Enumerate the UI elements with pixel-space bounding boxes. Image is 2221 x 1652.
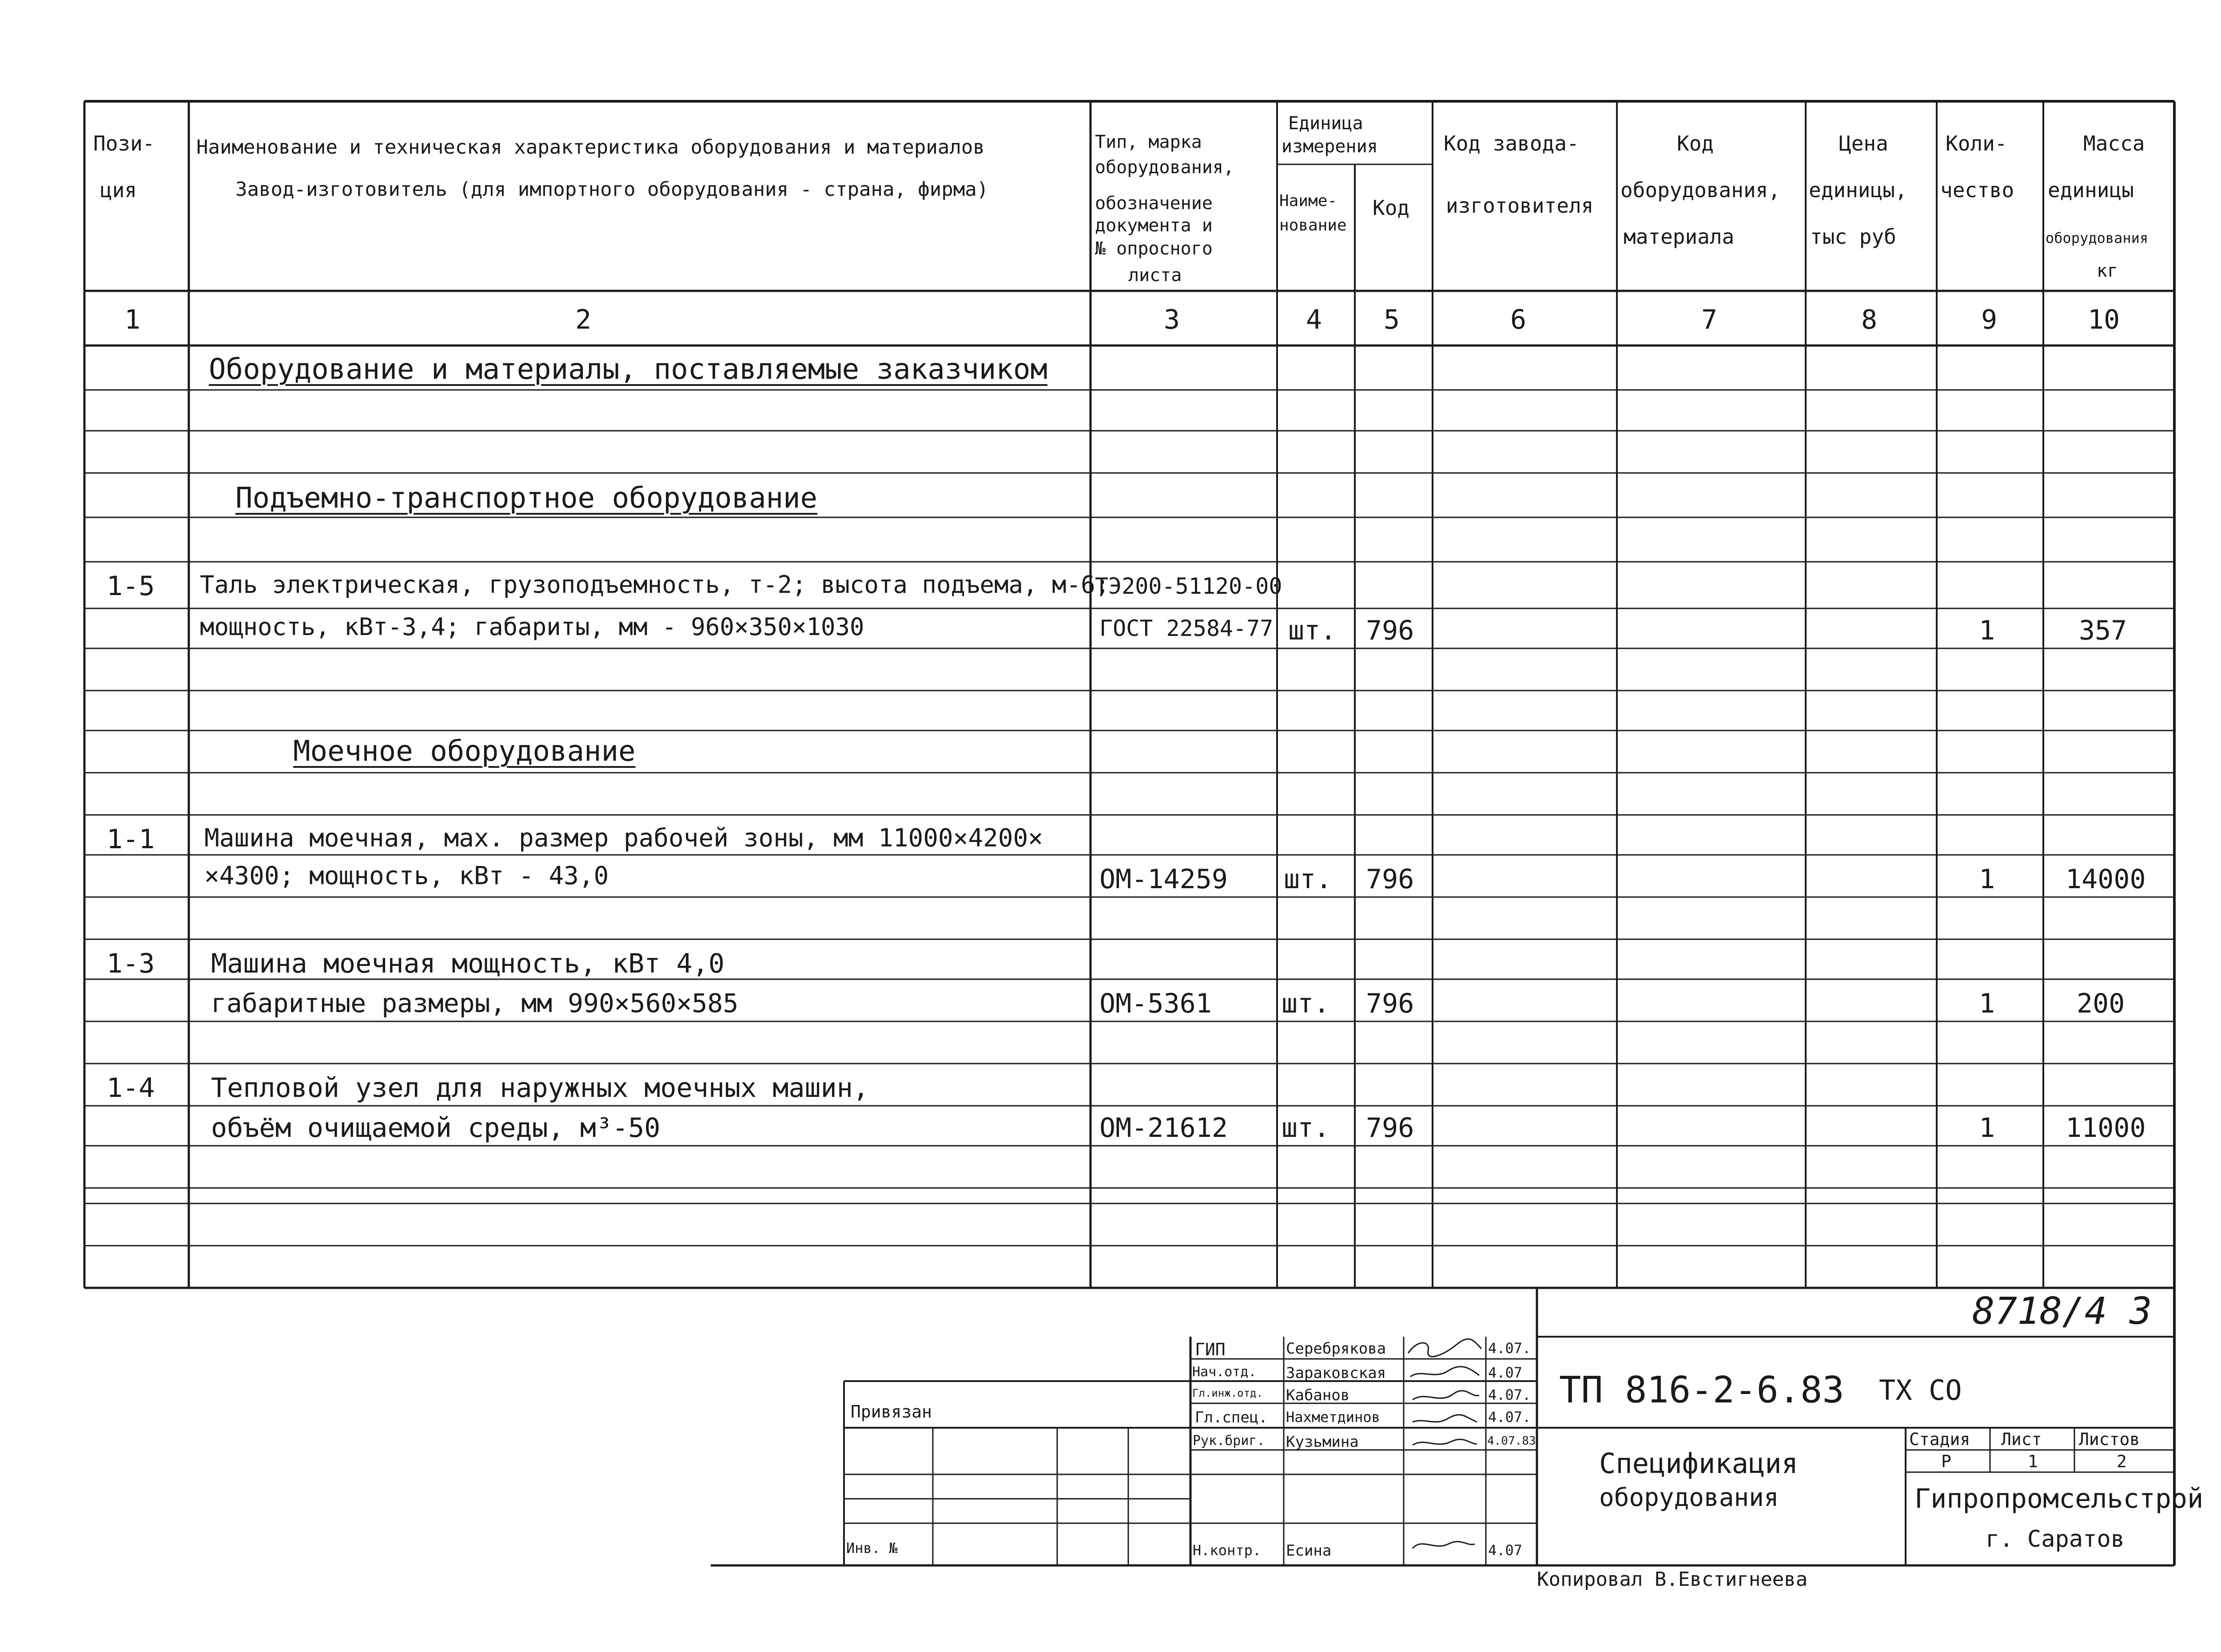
row-1-5-quantity: 1 xyxy=(1979,615,1995,646)
row-1-5-code: 796 xyxy=(1366,615,1414,646)
organization-city: г. Саратов xyxy=(1986,1526,2125,1553)
signatures xyxy=(1404,1338,1486,1471)
row-1-1-mass: 14000 xyxy=(2066,864,2146,895)
sheets-value: 2 xyxy=(2117,1452,2127,1471)
staff-role-2: Нач.отд. xyxy=(1192,1364,1257,1380)
bound-label: Привязан xyxy=(851,1402,932,1422)
header-unit-group-line1: Единица xyxy=(1288,113,1363,134)
header-col10-line1: Масса xyxy=(2083,131,2145,155)
row-1-5-unit: шт. xyxy=(1288,615,1337,646)
staff-role-4: Гл.спец. xyxy=(1195,1409,1268,1426)
header-col3-line2: оборудования, xyxy=(1095,157,1234,178)
sheet-number: 8718/4 3 xyxy=(1972,1289,2152,1333)
row-1-1-quantity: 1 xyxy=(1979,864,1995,895)
row-1-1-name-line1: Машина моечная, мах. размер рабочей зоны, мм 11000×4200× xyxy=(204,824,1043,853)
staff-name-5: Кузьмина xyxy=(1286,1433,1359,1451)
header-col4-line1: Наиме- xyxy=(1279,192,1337,210)
header-col1-line2: ция xyxy=(100,178,137,202)
organization-name: Гипропромсельстрой xyxy=(1915,1483,2204,1514)
header-col3-line1: Тип, марка xyxy=(1095,132,1202,152)
header-col3-line5: № опросного xyxy=(1095,238,1213,259)
row-1-5-name-line2: мощность, кВт-3,4; габариты, мм - 960×350×1030 xyxy=(200,613,864,641)
stage-label: Стадия xyxy=(1909,1430,1970,1449)
staff-name-6: Есина xyxy=(1286,1542,1332,1560)
copied-note: Копировал В.Евстигнеева xyxy=(1537,1568,1808,1591)
section-customer-heading: Оборудование и материалы, поставляемые заказчиком xyxy=(209,353,1048,386)
row-1-1-name-line2: ×4300; мощность, кВт - 43,0 xyxy=(204,862,609,890)
row-1-3-quantity: 1 xyxy=(1979,988,1995,1019)
sheets-label: Листов xyxy=(2079,1430,2140,1449)
row-1-3-name-line1: Машина моечная мощность, кВт 4,0 xyxy=(211,948,724,979)
sheet-value: 1 xyxy=(2028,1452,2038,1471)
header-col3-line4: документа и xyxy=(1095,215,1213,236)
row-1-5-type-line1: ТЭ200-51120-00 xyxy=(1095,573,1282,599)
row-1-5-name-line1: Таль электрическая, грузоподъемность, т-2; высота подъема, м-6; xyxy=(200,571,1110,599)
staff-name-4: Нахметдинов xyxy=(1286,1409,1380,1426)
header-col7-line2: оборудования, xyxy=(1620,178,1781,202)
staff-role-5: Рук.бриг. xyxy=(1193,1433,1265,1449)
header-col3-line3: обозначение xyxy=(1095,193,1213,214)
row-1-4-type: ОМ-21612 xyxy=(1099,1112,1228,1144)
stage-value: Р xyxy=(1941,1452,1951,1471)
header-col6-line1: Код завода- xyxy=(1444,131,1579,155)
colnum-6: 6 xyxy=(1510,304,1527,335)
header-col9-line2: чество xyxy=(1940,178,2014,202)
row-1-4-name-line1: Тепловой узел для наружных моечных машин, xyxy=(211,1072,869,1104)
staff-date-6: 4.07 xyxy=(1488,1542,1523,1559)
colnum-4: 4 xyxy=(1306,304,1322,335)
document-title-line2: оборудования xyxy=(1599,1483,1779,1512)
colnum-2: 2 xyxy=(575,304,592,335)
staff-date-2: 4.07 xyxy=(1488,1364,1523,1381)
signature-norm-control xyxy=(1404,1524,1486,1564)
colnum-7: 7 xyxy=(1701,304,1718,335)
staff-name-1: Серебрякова xyxy=(1286,1340,1386,1358)
section-lifting-heading: Подъемно-транспортное оборудование xyxy=(235,482,818,515)
header-col10-line4: кг xyxy=(2097,261,2118,281)
row-1-5-mass: 357 xyxy=(2079,615,2127,646)
row-1-4-unit: шт. xyxy=(1282,1112,1330,1144)
header-col8-line1: Цена xyxy=(1839,131,1888,155)
header-col8-line3: тыс руб xyxy=(1810,225,1896,249)
header-col10-line3: оборудования xyxy=(2046,230,2149,246)
row-1-5-position: 1-5 xyxy=(107,571,155,602)
row-1-3-type: ОМ-5361 xyxy=(1099,988,1212,1019)
row-1-1-unit: шт. xyxy=(1284,864,1332,895)
document-suffix: ТХ СО xyxy=(1879,1374,1962,1406)
staff-name-3: Кабанов xyxy=(1286,1386,1350,1404)
row-1-1-code: 796 xyxy=(1366,864,1414,895)
staff-role-6: Н.контр. xyxy=(1193,1542,1262,1559)
header-col3-line6: листа xyxy=(1128,265,1182,286)
row-1-3-unit: шт. xyxy=(1282,988,1330,1019)
header-col8-line2: единицы, xyxy=(1809,178,1907,202)
colnum-8: 8 xyxy=(1861,304,1878,335)
header-col7-line3: материала xyxy=(1624,225,1735,249)
header-col9-line1: Коли- xyxy=(1946,131,2007,155)
row-1-1-type: ОМ-14259 xyxy=(1099,864,1228,895)
staff-name-2: Зараковская xyxy=(1286,1364,1386,1382)
header-col6-line2: изготовителя xyxy=(1446,194,1594,218)
header-col2-line1: Наименование и техническая характеристика оборудования и материалов xyxy=(196,136,985,159)
staff-date-1: 4.07. xyxy=(1488,1340,1531,1357)
row-1-3-name-line2: габаритные размеры, мм 990×560×585 xyxy=(211,988,739,1018)
row-1-3-code: 796 xyxy=(1366,988,1414,1019)
row-1-4-code: 796 xyxy=(1366,1112,1414,1144)
section-washing-heading: Моечное оборудование xyxy=(293,735,636,768)
header-col4-line2: нование xyxy=(1279,216,1347,234)
colnum-1: 1 xyxy=(124,304,141,335)
header-col1-line1: Пози- xyxy=(93,131,155,155)
document-title-line1: Спецификация xyxy=(1599,1447,1798,1480)
inventory-label: Инв. № xyxy=(846,1540,898,1557)
staff-role-3: Гл.инж.отд. xyxy=(1192,1387,1263,1399)
staff-role-1: ГИП xyxy=(1195,1340,1226,1359)
row-1-5-type-line2: ГОСТ 22584-77 xyxy=(1099,616,1274,641)
colnum-9: 9 xyxy=(1981,304,1998,335)
header-col5: Код xyxy=(1373,196,1410,220)
row-1-4-quantity: 1 xyxy=(1979,1112,1995,1144)
header-col10-line2: единицы xyxy=(2048,178,2134,202)
staff-date-5: 4.07.83 xyxy=(1487,1434,1536,1448)
row-1-1-position: 1-1 xyxy=(107,824,155,855)
row-1-4-mass: 11000 xyxy=(2066,1112,2146,1144)
row-1-4-position: 1-4 xyxy=(107,1072,155,1104)
staff-date-3: 4.07. xyxy=(1488,1386,1531,1403)
row-1-4-name-line2: объём очищаемой среды, м³-50 xyxy=(211,1112,661,1144)
colnum-3: 3 xyxy=(1164,304,1180,335)
row-1-3-position: 1-3 xyxy=(107,948,155,979)
staff-date-4: 4.07. xyxy=(1488,1409,1531,1426)
header-col7-line1: Код xyxy=(1677,131,1714,155)
header-col2-line2: Завод-изготовитель (для импортного оборудования - страна, фирма) xyxy=(235,178,989,201)
colnum-10: 10 xyxy=(2088,304,2120,335)
document-code: ТП 816-2-6.83 xyxy=(1559,1369,1844,1411)
header-unit-group-line2: измерения xyxy=(1282,136,1378,157)
colnum-5: 5 xyxy=(1384,304,1400,335)
row-1-3-mass: 200 xyxy=(2077,988,2125,1019)
sheet-label: Лист xyxy=(2001,1430,2042,1449)
